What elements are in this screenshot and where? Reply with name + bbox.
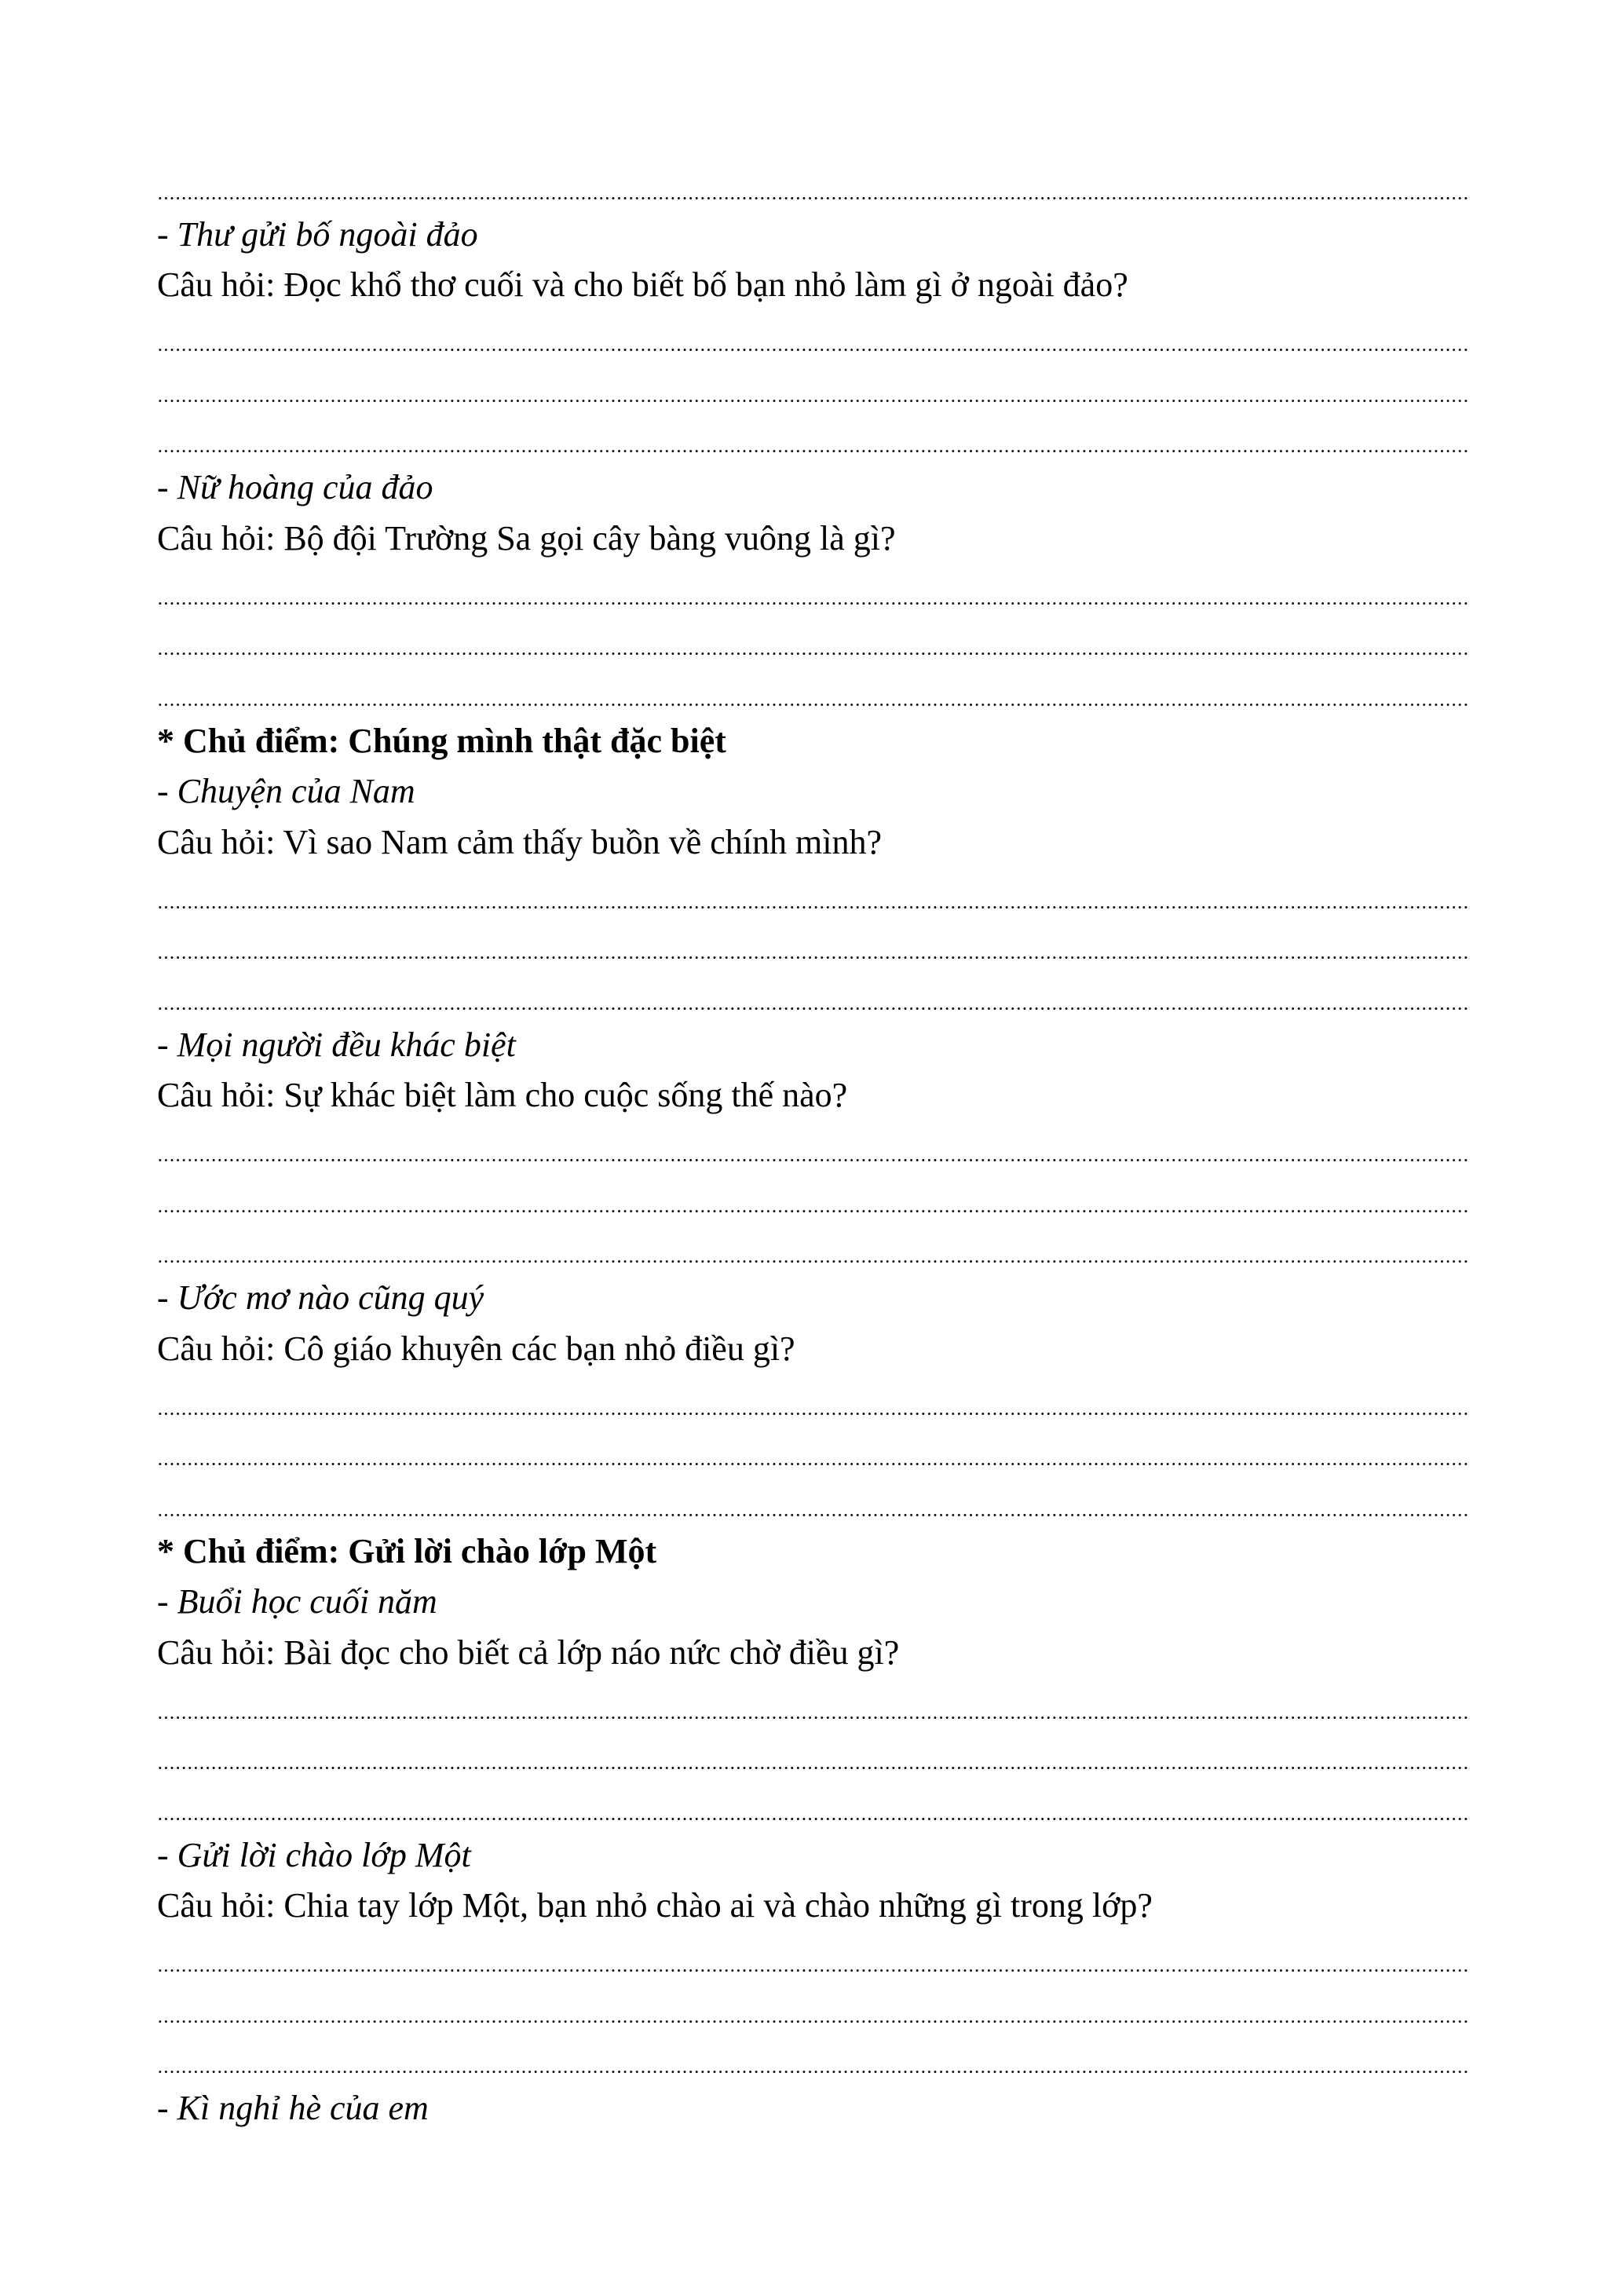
answer-line[interactable]	[157, 1223, 1470, 1274]
lesson-title: - Mọi người đều khác biệt	[157, 1025, 516, 1064]
answer-line[interactable]	[157, 1932, 1470, 1983]
answer-line[interactable]	[157, 1678, 1470, 1729]
lesson-title: - Chuyện của Nam	[157, 772, 415, 810]
lesson-title: - Thư gửi bố ngoài đảo	[157, 214, 478, 254]
question-text: Câu hỏi: Vì sao Nam cảm thấy buồn về chính mình?	[157, 822, 883, 861]
lesson-title: - Kì nghỉ hè của em	[157, 2089, 429, 2127]
answer-line[interactable]	[157, 868, 1470, 919]
question-text: Câu hỏi: Sự khác biệt làm cho cuộc sống thế nào?	[157, 1076, 848, 1114]
answer-line[interactable]	[157, 1172, 1470, 1223]
question-text: Câu hỏi: Bài đọc cho biết cả lớp náo nức chờ điều gì?	[157, 1632, 900, 1672]
lesson-title: - Gửi lời chào lớp Một	[157, 1835, 471, 1874]
section-heading: * Chủ điểm: Gửi lời chào lớp Một	[157, 1531, 657, 1570]
answer-line[interactable]	[157, 2033, 1470, 2084]
worksheet-page	[157, 159, 1470, 2134]
lesson-title: - Buổi học cuối năm	[157, 1582, 437, 1621]
answer-line[interactable]	[157, 1779, 1470, 1830]
question-text: Câu hỏi: Chia tay lớp Một, bạn nhỏ chào ai và chào những gì trong lớp?	[157, 1886, 1153, 1925]
answer-line[interactable]	[157, 311, 1470, 362]
answer-line[interactable]	[157, 1982, 1470, 2033]
lesson-title: - Nữ hoàng của đảo	[157, 468, 433, 506]
question-text: Câu hỏi: Đọc khổ thơ cuối và cho biết bố bạn nhỏ làm gì ở ngoài đảo?	[157, 265, 1128, 304]
lesson-title: - Ước mơ nào cũng quý	[157, 1278, 484, 1317]
answer-line[interactable]	[157, 969, 1470, 1020]
answer-line[interactable]	[157, 1374, 1470, 1425]
answer-line[interactable]	[157, 1121, 1470, 1172]
answer-line[interactable]	[157, 665, 1470, 716]
answer-line[interactable]	[157, 564, 1470, 615]
question-text: Câu hỏi: Cô giáo khuyên các bạn nhỏ điều gì?	[157, 1329, 795, 1368]
answer-line[interactable]	[157, 361, 1470, 412]
answer-line[interactable]	[157, 412, 1470, 463]
answer-line[interactable]	[157, 1729, 1470, 1780]
answer-line[interactable]	[157, 615, 1470, 666]
question-text: Câu hỏi: Bộ đội Trường Sa gọi cây bàng vuông là gì?	[157, 518, 896, 558]
answer-line[interactable]	[157, 1425, 1470, 1476]
section-heading: * Chủ điểm: Chúng mình thật đặc biệt	[157, 721, 726, 760]
answer-line[interactable]	[157, 919, 1470, 970]
answer-line[interactable]	[157, 159, 1470, 210]
answer-line[interactable]	[157, 1475, 1470, 1526]
